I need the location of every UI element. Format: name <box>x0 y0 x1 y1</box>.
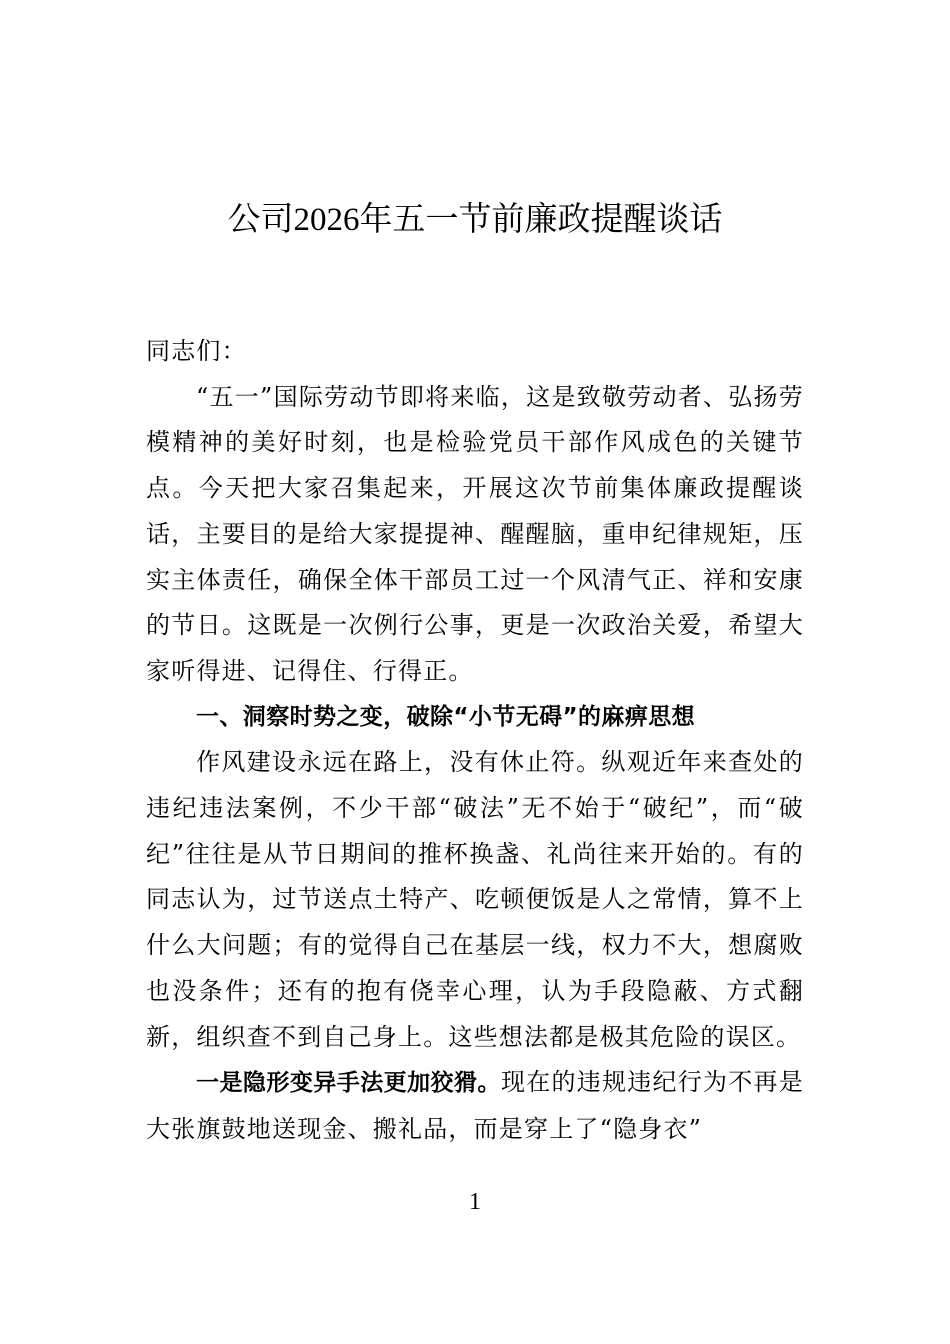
point-1-lead: 一是隐形变异手法更加狡猾。 <box>196 1070 501 1097</box>
paragraph-section-1: 作风建设永远在路上，没有休止符。纵观近年来查处的违纪违法案例，不少干部“破法”无不始于“破纪”，而“破纪”往往是从节日期间的推杯换盏、礼尚往来开始的。有的同志认为，过节送点土特产、吃顿便饭是人之常情，算不上什么大问题；有的觉得自己在基层一线，权力不大，想腐败也没条件；还有的抱有侥幸心理，认为手段隐蔽、方式翻新，组织查不到自己身上。这些想法都是极其危险的误区。 <box>146 748 804 1051</box>
salutation: 同志们： <box>146 337 247 365</box>
section-heading-1: 一、洞察时势之变，破除“小节无碍”的麻痹思想 <box>196 703 696 730</box>
document-body <box>146 329 804 1153</box>
paragraph-point-1 <box>146 1060 804 1152</box>
paragraph-intro: “五一”国际劳动节即将来临，这是致敬劳动者、弘扬劳模精神的美好时刻，也是检验党员干部作风成色的关键节点。今天把大家召集起来，开展这次节前集体廉政提醒谈话，主要目的是给大家提提神、醒醒脑，重申纪律规矩，压实主体责任，确保全体干部员工过一个风清气正、祥和安康的节日。这既是一次例行公事，更是一次政治关爱，希望大家听得进、记得住、行得正。 <box>146 382 804 685</box>
point-1-text: 现在的违规违纪行为不再是大张旗鼓地送现金、搬礼品，而是穿上了“隐身衣” <box>146 1068 804 1143</box>
page-number: 1 <box>469 1189 481 1215</box>
document-title: 公司2026年五一节前廉政提醒谈话 <box>227 202 723 238</box>
